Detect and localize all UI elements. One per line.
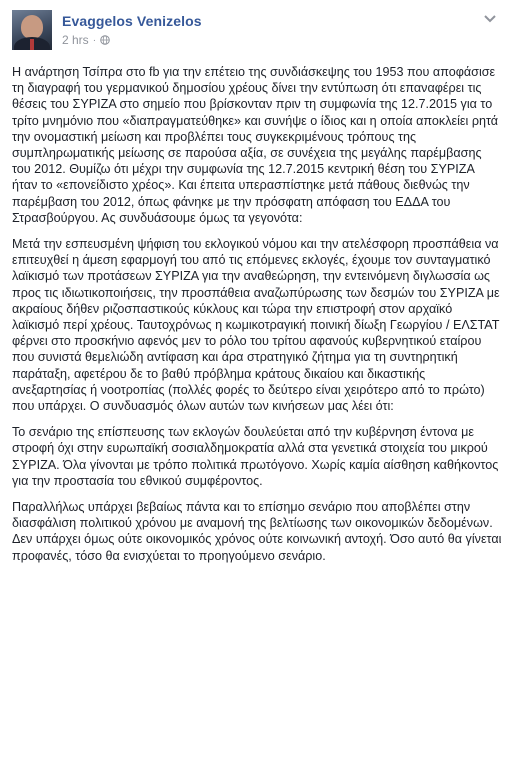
avatar-tie	[30, 39, 34, 50]
post-paragraph: Η ανάρτηση Τσίπρα στο fb για την επέτειο της συνδιάσκεψης του 1953 που αποφάσισε τη διαγραφή του γερμανικού δημοσίου χρέους δίνει την εντύπωση ότι επαναφέρει τις θέσεις του ΣΥΡΙΖΑ στο σημείο που βρίσκονταν πριν τη συμφωνία της 12.7.2015 για το τρίτο μνημόνιο που «διαπραγματεύθηκε» και συνήψε ο ίδιος και η οποία αποκλείει ρητά την ονομαστική μείωση και προβλέπει τους συγκεκριμένους τρόπους της συμπληρωματικής μείωσης σε παρούσα αξία, σε συνέχεια της μεγάλης παρέμβασης του 2012. Θυμίζω ότι μέχρι την συμφωνία της 12.7.2015 κεντρική θέση του ΣΥΡΙΖΑ ήταν το «επονείδιστο χρέος». Και έπειτα υπερασπίστηκε μετά πάθους διεθνώς την παρέμβαση του 2012, όπως φάνηκε με την πρόσφατη απόφαση του ΕΔΔΑ του Στρασβούργου. Ας συνδυάσουμε όμως τα γεγονότα:	[12, 65, 499, 225]
author-avatar[interactable]	[12, 10, 52, 50]
avatar-head	[21, 15, 43, 39]
post-paragraph: Παραλλήλως υπάρχει βεβαίως πάντα και το επίσημο σενάριο που αποβλέπει στην διασφάλιση πολιτικού χρόνου με αναμονή της βελτίωσης των οικονομικών δεδομένων. Δεν υπάρχει όμως ούτε οικονομικός χρόνος ούτε κοινωνική αντοχή. Όσο αυτό θα γίνεται προφανές, τόσο θα ενισχύεται το προηγούμενο σενάριο.	[12, 500, 502, 563]
post-meta	[62, 33, 110, 47]
post-paragraph: Μετά την εσπευσμένη ψήφιση του εκλογικού νόμου και την ατελέσφορη προσπάθεια να επιτευχθεί η άμεση εφαρμογή του από τις επόμενες εκλογές, έχουμε τον συνταγματικό λαϊκισμό των προτάσεων ΣΥΡΙΖΑ για την αναθεώρηση, την εντεινόμενη διγλωσσία ως προς τις ιδιωτικοποιήσεις, την προσπάθεια αναζωπύρωσης των δεσμών του ΣΥΡΙΖΑ με ακραίους δήθεν ριζοσπαστικούς κύκλους και τώρα την επιστροφή στον αρχαϊκό λαϊκισμό περί χρέους. Ταυτοχρόνως η κωμικοτραγική ποινική δίωξη Γεωργίου / ΕΛΣΤΑΤ φέρνει στο προσκήνιο αφενός μεν το ρόλο του τρίτου αφανούς κυβερνητικού εταίρου που συνιστά θεμελιώδη αντίφαση και άρα στρατηγικό ζήτημα για τη συντηρητική παράταξη, αφετέρου δε το βαθύ πρόβλημα κράτους δικαίου και δικαστικής ανεξαρτησίας ή νοοτροπίας (πολλές φορές το δεύτερο είναι χειρότερο από το πρώτο) που υπάρχει. Ο συνδυασμός όλων αυτών των κινήσεων μας λέει ότι:	[12, 237, 500, 414]
post-header	[12, 10, 498, 50]
globe-icon[interactable]	[100, 35, 110, 45]
post-body	[12, 64, 502, 574]
meta-separator: ·	[92, 34, 97, 46]
post-paragraph: Το σενάριο της επίσπευσης των εκλογών δουλεύεται από την κυβέρνηση έντονα με στροφή όχι στην ευρωπαϊκή σοσιαλδημοκρατία αλλά στα γενετικά στοιχεία του μικρού ΣΥΡΙΖΑ. Όλα γίνονται με τρόπο πολιτικά πρωτόγονο. Χωρίς καμία αίσθηση καθήκοντος για την προστασία του εθνικού συμφέροντος.	[12, 425, 499, 488]
post-timestamp[interactable]: 2 hrs	[62, 33, 89, 47]
author-name-link[interactable]: Evaggelos Venizelos	[62, 13, 202, 29]
chevron-down-icon[interactable]	[482, 12, 498, 26]
